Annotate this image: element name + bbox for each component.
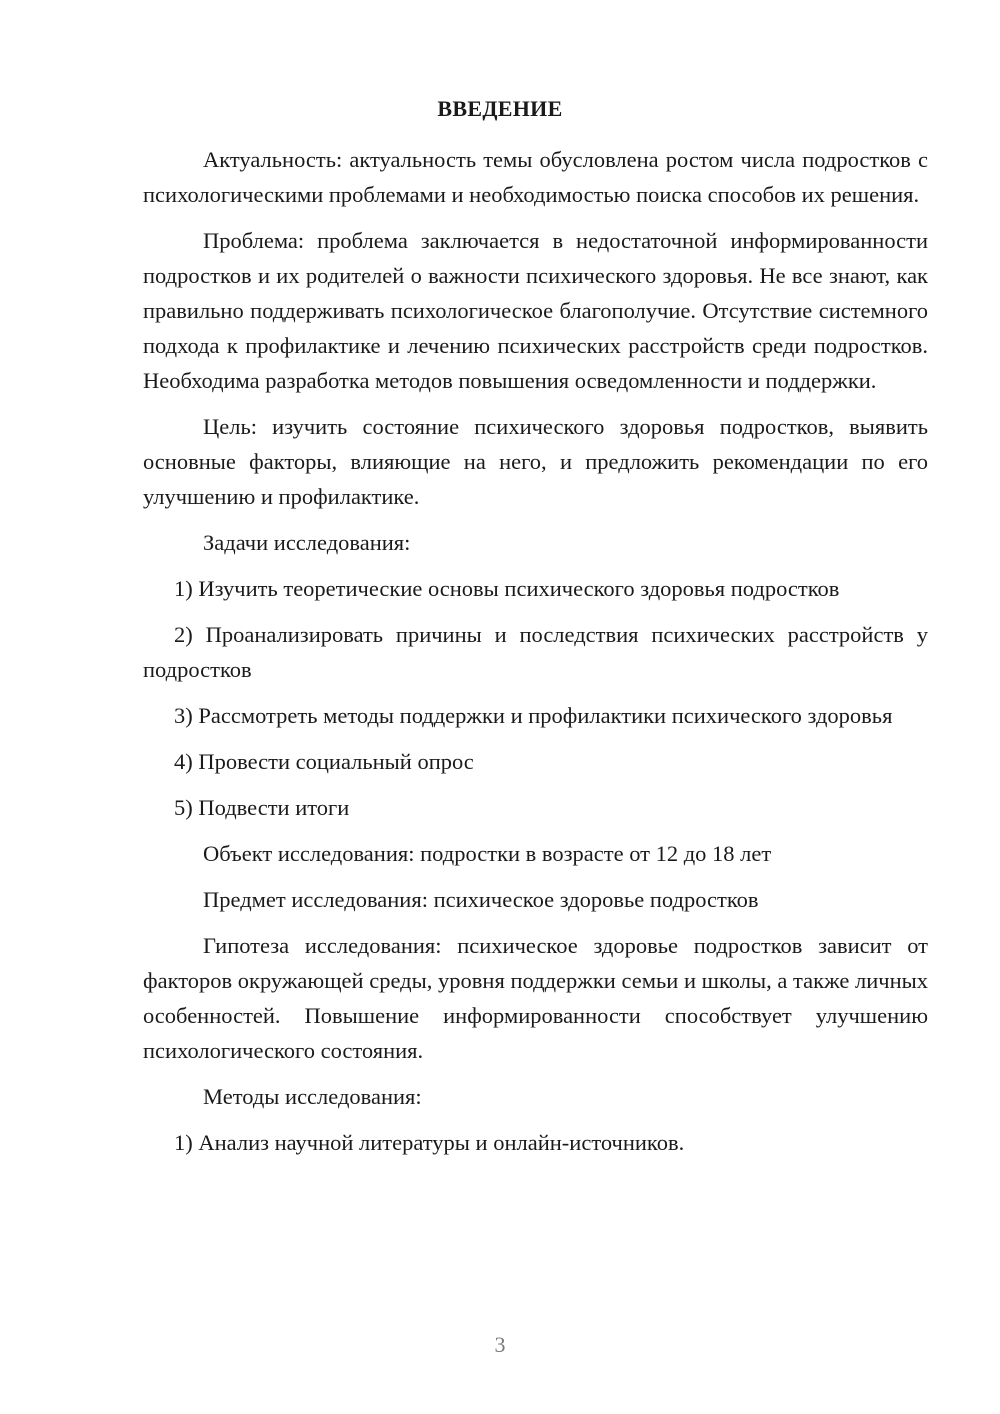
page-number: 3: [494, 1332, 506, 1357]
paragraph-hypothesis: Гипотеза исследования: психическое здоровье подростков зависит от факторов окружающей среды, уровня поддержки семьи и школы, а также личных особенностей. Повышение информированности способствует улучшению психологического состояния.: [143, 933, 928, 1063]
method-item-1: 1) Анализ научной литературы и онлайн-источников.: [174, 1130, 685, 1155]
task-item-4: 4) Провести социальный опрос: [174, 749, 474, 774]
task-item-5: 5) Подвести итоги: [174, 795, 350, 820]
task-item-1: 1) Изучить теоретические основы психического здоровья подростков: [174, 576, 840, 601]
task-item-2: 2) Проанализировать причины и последствия психических расстройств у подростков: [143, 622, 928, 682]
paragraph-object: Объект исследования: подростки в возрасте от 12 до 18 лет: [203, 841, 772, 866]
paragraph-goal: Цель: изучить состояние психического здоровья подростков, выявить основные факторы, влияющие на него, и предложить рекомендации по его улучшению и профилактике.: [143, 414, 928, 509]
page-title: ВВЕДЕНИЕ: [437, 96, 563, 121]
paragraph-tasks-heading: Задачи исследования:: [203, 530, 411, 555]
paragraph-methods-heading: Методы исследования:: [203, 1084, 422, 1109]
task-item-3: 3) Рассмотреть методы поддержки и профилактики психического здоровья: [174, 703, 893, 728]
document-body: [143, 142, 928, 1171]
paragraph-problem: Проблема: проблема заключается в недостаточной информированности подростков и их родителей о важности психического здоровья. Не все знают, как правильно поддерживать психологическое благополучие. Отсутствие системного подхода к профилактике и лечению психических расстройств среди подростков. Необходима разработка методов повышения осведомленности и поддержки.: [143, 228, 928, 393]
paragraph-relevance: Актуальность: актуальность темы обусловлена ростом числа подростков с психологическими проблемами и необходимостью поиска способов их решения.: [143, 147, 928, 207]
paragraph-subject: Предмет исследования: психическое здоровье подростков: [203, 887, 759, 912]
